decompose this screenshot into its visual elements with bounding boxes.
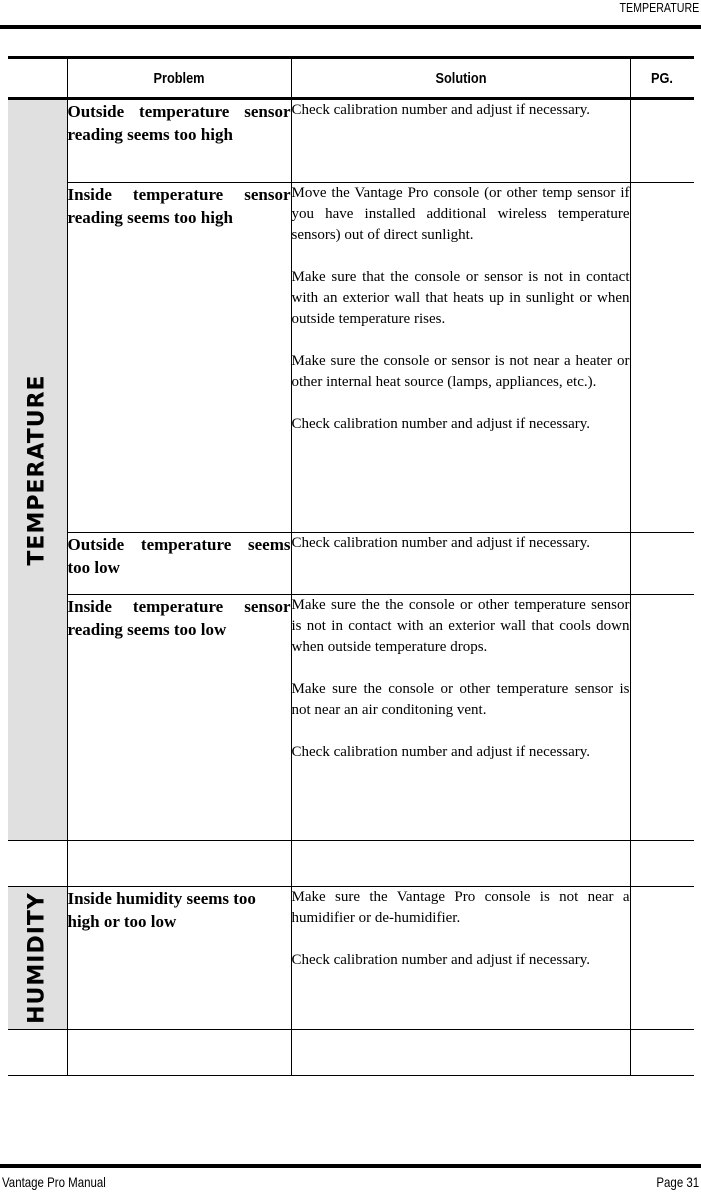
table-row (8, 183, 694, 533)
table-row (8, 533, 694, 595)
spacer-row (8, 1030, 694, 1076)
humidity-category-label: HUMIDITY (24, 892, 50, 1024)
running-head: TEMPERATURE (619, 0, 699, 15)
page-header: PG. (630, 58, 694, 99)
page-cell (630, 533, 694, 595)
page-cell (630, 595, 694, 841)
temperature-category (8, 99, 67, 841)
troubleshooting-table (8, 56, 694, 1076)
table-row (8, 99, 694, 183)
problem-cell: Outside temperature seems too low (67, 533, 291, 595)
page-cell (630, 887, 694, 1030)
solution-cell: Move the Vantage Pro console (or other temp sensor if you have installed additional wireless temperature sensors) out of direct sunlight. Make sure that the console or sensor is not in contact with an exterior wall that heats up in sunlight or when outside temperature rises. Make sure the console or sensor is not near a heater or other internal heat source (lamps, appliances, etc.). Check calibration number and adjust if necessary. (291, 183, 630, 533)
header-rule (0, 25, 701, 29)
footer-rule (0, 1164, 701, 1168)
table-header-row (8, 58, 694, 99)
problem-header: Problem (67, 58, 291, 99)
page-number: Page 31 (656, 1174, 699, 1190)
table-row (8, 595, 694, 841)
problem-cell: Inside humidity seems too high or too low (67, 887, 291, 1030)
humidity-category (8, 887, 67, 1030)
page-cell (630, 99, 694, 183)
spacer-row (8, 841, 694, 887)
problem-cell: Outside temperature sensor reading seems too high (67, 99, 291, 183)
page-cell (630, 183, 694, 533)
solution-cell: Make sure the Vantage Pro console is not near a humidifier or de-humidifier. Check calibration number and adjust if necessary. (291, 887, 630, 1030)
problem-cell: Inside temperature sensor reading seems too low (67, 595, 291, 841)
temperature-category-label: TEMPERATURE (24, 374, 50, 566)
solution-cell: Make sure the the console or other temperature sensor is not in contact with an exterior wall that cools down when outside temperature drops. Make sure the console or other temperature sensor is not near an air conditoning vent. Check calibration number and adjust if necessary. (291, 595, 630, 841)
table-row (8, 887, 694, 1030)
solution-cell: Check calibration number and adjust if necessary. (291, 533, 630, 595)
problem-cell: Inside temperature sensor reading seems too high (67, 183, 291, 533)
manual-title: Vantage Pro Manual (2, 1174, 106, 1190)
solution-header: Solution (291, 58, 630, 99)
solution-cell: Check calibration number and adjust if necessary. (291, 99, 630, 183)
category-header (8, 58, 67, 99)
